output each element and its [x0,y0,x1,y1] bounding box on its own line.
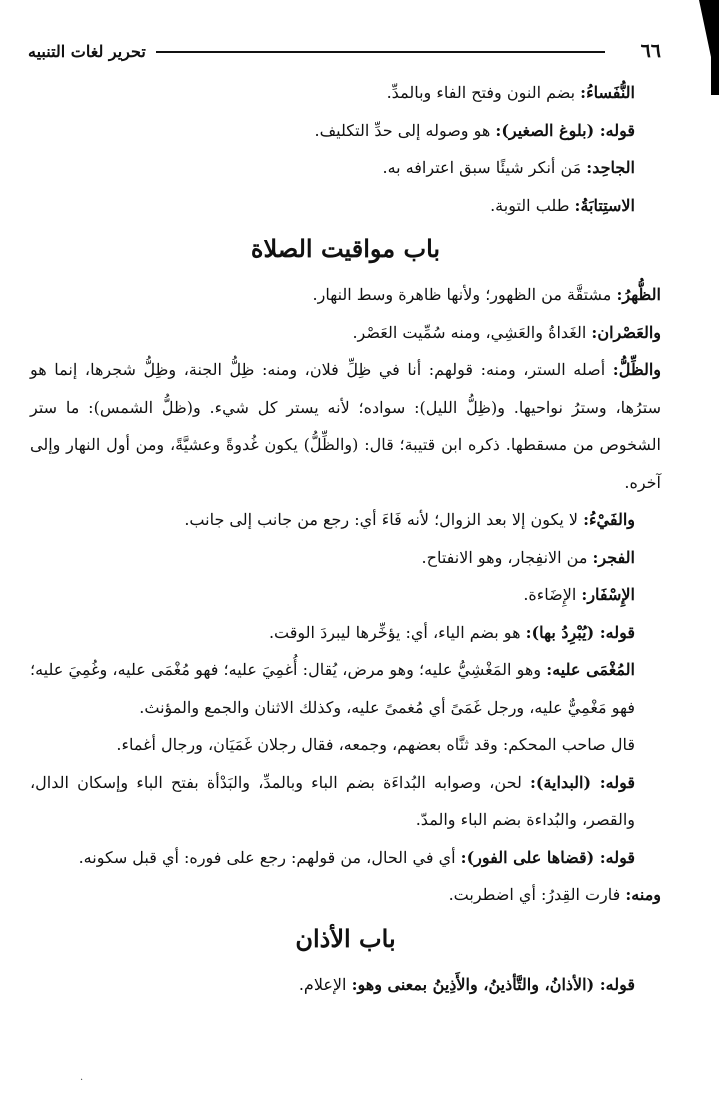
entry-term: الجاحِد: [586,158,635,177]
entry-mughma [30,651,661,726]
entry-fawr [30,839,661,877]
entry-definition: طلب التوبة. [490,195,575,215]
entry-zuhr [30,276,661,314]
entry-fay [30,501,661,539]
entry-definition: هو بضم الياء، أي: يؤخِّرها ليبردَ الوقت. [268,622,526,642]
header-rule [156,51,605,52]
entry-bidaya [30,764,661,839]
entry-term: الظُّهرُ: [616,285,661,304]
entry-term: النُّفَساءُ: [580,83,635,102]
entry-term: والعَصْران: [591,322,661,342]
scan-speck: · [80,1075,84,1086]
entry-zill [30,351,661,501]
entry-term: قوله: (بلوغ الصغير): [495,120,635,140]
entry-term: الإِسْفَار: [581,585,635,604]
entry-jahid [30,149,661,187]
entry-definition: قال صاحب المحكم: وقد ثنَّاه بعضهم، وجمعه، فقال رجلان غَمَيَان، ورجال أغماء. [116,735,635,754]
entry-definition: هو وصوله إلى حدِّ التكليف. [314,120,496,140]
entry-isfar [30,576,661,614]
running-header [28,38,661,64]
entry-nufasa [30,74,661,112]
entry-definition: الإعلام. [298,974,352,994]
entry-fajr [30,539,661,577]
running-title: تحرير لغات التنبيه [28,41,146,61]
page-body [30,74,661,1003]
entry-term: والظِّلُّ: [612,360,661,379]
chapter-heading-prayer-times: باب مواقيت الصلاة [250,234,441,263]
entry-yubrid [30,614,661,652]
entry-definition: لا يكون إلا بعد الزوال؛ لأنه فَاءَ أي: رجع من جانب إلى جانب. [184,510,584,529]
entry-definition: وهو المَغْشِيُّ عليه؛ وهو مرض، يُقال: أُغمِيَ عليه؛ فهو مُغْمَى عليه، وغُمِيَ عليه؛ فهو مَغْمِيٌّ عليه، ورجل غَمَىً أي مُغمىً عليه، وكذلك الاثنان والجمع والمؤنث. [30,660,635,717]
entry-definition: مشتقَّة من الظهور؛ ولأنها ظاهرة وسط النهار. [312,285,617,304]
entry-bulugh [30,112,661,150]
entry-farat [30,876,661,914]
entry-term: قوله: (قضاها على الفور): [460,847,635,867]
entry-term: قوله: (البداية): [530,772,635,792]
entry-definition: الإِضَاءة. [523,585,582,604]
entry-definition: أصله الستر، ومنه: قولهم: أنا في ظِلِّ فلان، ومنه: ظِلُّ الجنة، وظِلُّ شجرها، إنما هو سترُها، وسترُ نواحيها. و(ظِلُّ الليل): سواده؛ لأنه يستر كل شيء. و(ظلُّ الشمس): ما ستر الشخوص من مسقطها. ذكره ابن قتيبة؛ قال: (والظِّلُّ) يكون غُدوةً وعشيَّةً، ومن أول النهار وإلى آخره. [30,360,661,492]
entry-term: الاستِتابَةُ: [574,195,635,215]
entry-definition: أي في الحال، من قولهم: رجع على فوره: أي قبل سكونه. [78,847,461,867]
entry-definition: فارت القِدرُ: أي اضطربت. [448,885,626,904]
entry-muhkam-quote [30,726,661,764]
entry-term: قوله: (يُبْرِدُ بها): [525,622,635,642]
entry-term: المُغْمَى عليه: [546,660,635,679]
entry-definition: من الانفِجار، وهو الانفتاح. [421,547,593,567]
entry-term: قوله: (الأذانُ، والتَّأذينُ، والأَذِينُ بمعنى وهو: [351,974,635,994]
entry-term: والفَيْءُ: [583,510,635,529]
chapter-heading-adhan: باب الأذان [295,923,396,953]
entry-term: الفجر: [592,547,635,567]
page-edge-bar [711,0,719,95]
entry-term: ومنه: [625,885,661,904]
page-number: ٦٦ [640,40,661,62]
entry-definition: بضم النون وفتح الفاء وبالمدِّ. [386,83,581,102]
entry-definition: لحن، وصوابه البُداءَة بضم الباء وبالمدِّ، والبَدْأة بفتح الباء وإسكان الدال، والقصر، والبُداءة بضم الباء والمدّ. [30,772,635,829]
entry-definition: الغَداةُ والعَشِي، ومنه سُمِّيت العَصْر. [352,322,592,342]
entry-istitaba [30,187,661,225]
entry-definition: مَن أنكر شيئًا سبق اعترافه به. [382,158,587,177]
entry-asran [30,314,661,352]
entry-adhan [30,966,661,1004]
